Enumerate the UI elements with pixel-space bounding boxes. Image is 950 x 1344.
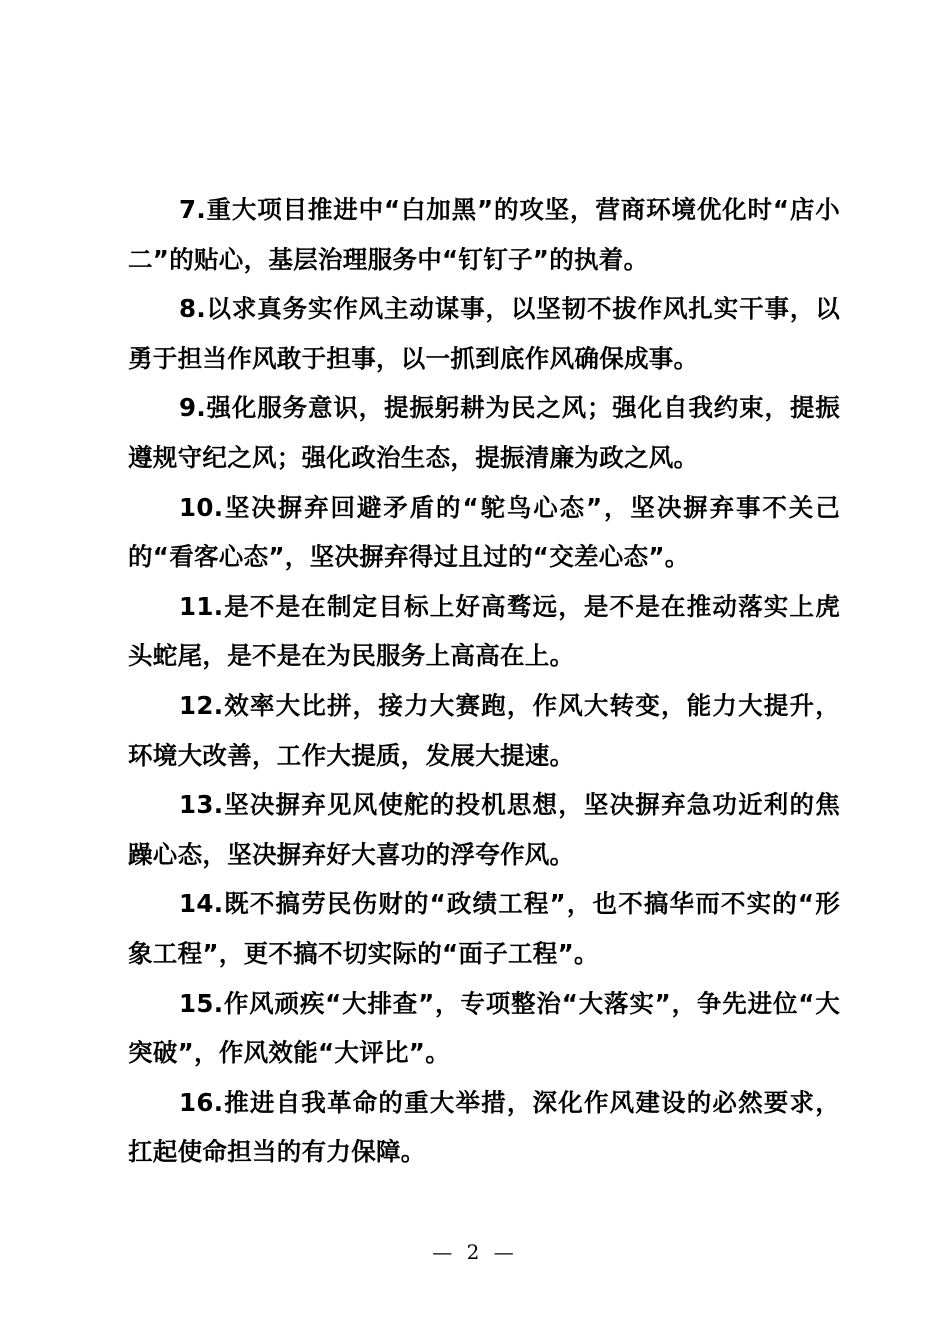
- paragraph-12: 12.效率大比拼，接力大赛跑，作风大转变，能力大提升，环境大改善，工作大提质，发展大提速。: [128, 690, 840, 770]
- paragraph-9: 9.强化服务意识，提振躬耕为民之风；强化自我约束，提振遵规守纪之风；强化政治生态，提振清廉为政之风。: [128, 393, 840, 472]
- paragraph-14: 14.既不搞劳民伤财的“政绩工程”，也不搞华而不实的“形象工程”，更不搞不切实际的“面子工程”。: [128, 889, 840, 968]
- paragraph-16: 16.推进自我革命的重大举措，深化作风建设的必然要求，扛起使命担当的有力保障。: [128, 1087, 840, 1167]
- paragraph-8: 8.以求真务实作风主动谋事，以坚韧不拔作风扎实干事，以勇于担当作风敢于担事，以一抓到底作风确保成事。: [128, 294, 840, 373]
- paragraph-13: 13.坚决摒弃见风使舵的投机思想，坚决摒弃急功近利的焦躁心态，坚决摒弃好大喜功的浮夸作风。: [128, 790, 840, 869]
- paragraph-15: 15.作风顽疾“大排查”，专项整治“大落实”，争先进位“大突破”，作风效能“大评比”。: [128, 988, 840, 1068]
- paragraph-11: 11.是不是在制定目标上好高骛远，是不是在推动落实上虎头蛇尾，是不是在为民服务上高高在上。: [128, 591, 840, 671]
- page-number: — 2 —: [432, 1240, 518, 1264]
- paragraph-7: 7.重大项目推进中“白加黑”的攻坚，营商环境优化时“店小二”的贴心，基层治理服务中“钉钉子”的执着。: [128, 195, 840, 274]
- document-body: [128, 185, 840, 1177]
- paragraph-10: 10.坚决摒弃回避矛盾的“鸵鸟心态”，坚决摒弃事不关己的“看客心态”，坚决摒弃得过且过的“交差心态”。: [128, 492, 840, 572]
